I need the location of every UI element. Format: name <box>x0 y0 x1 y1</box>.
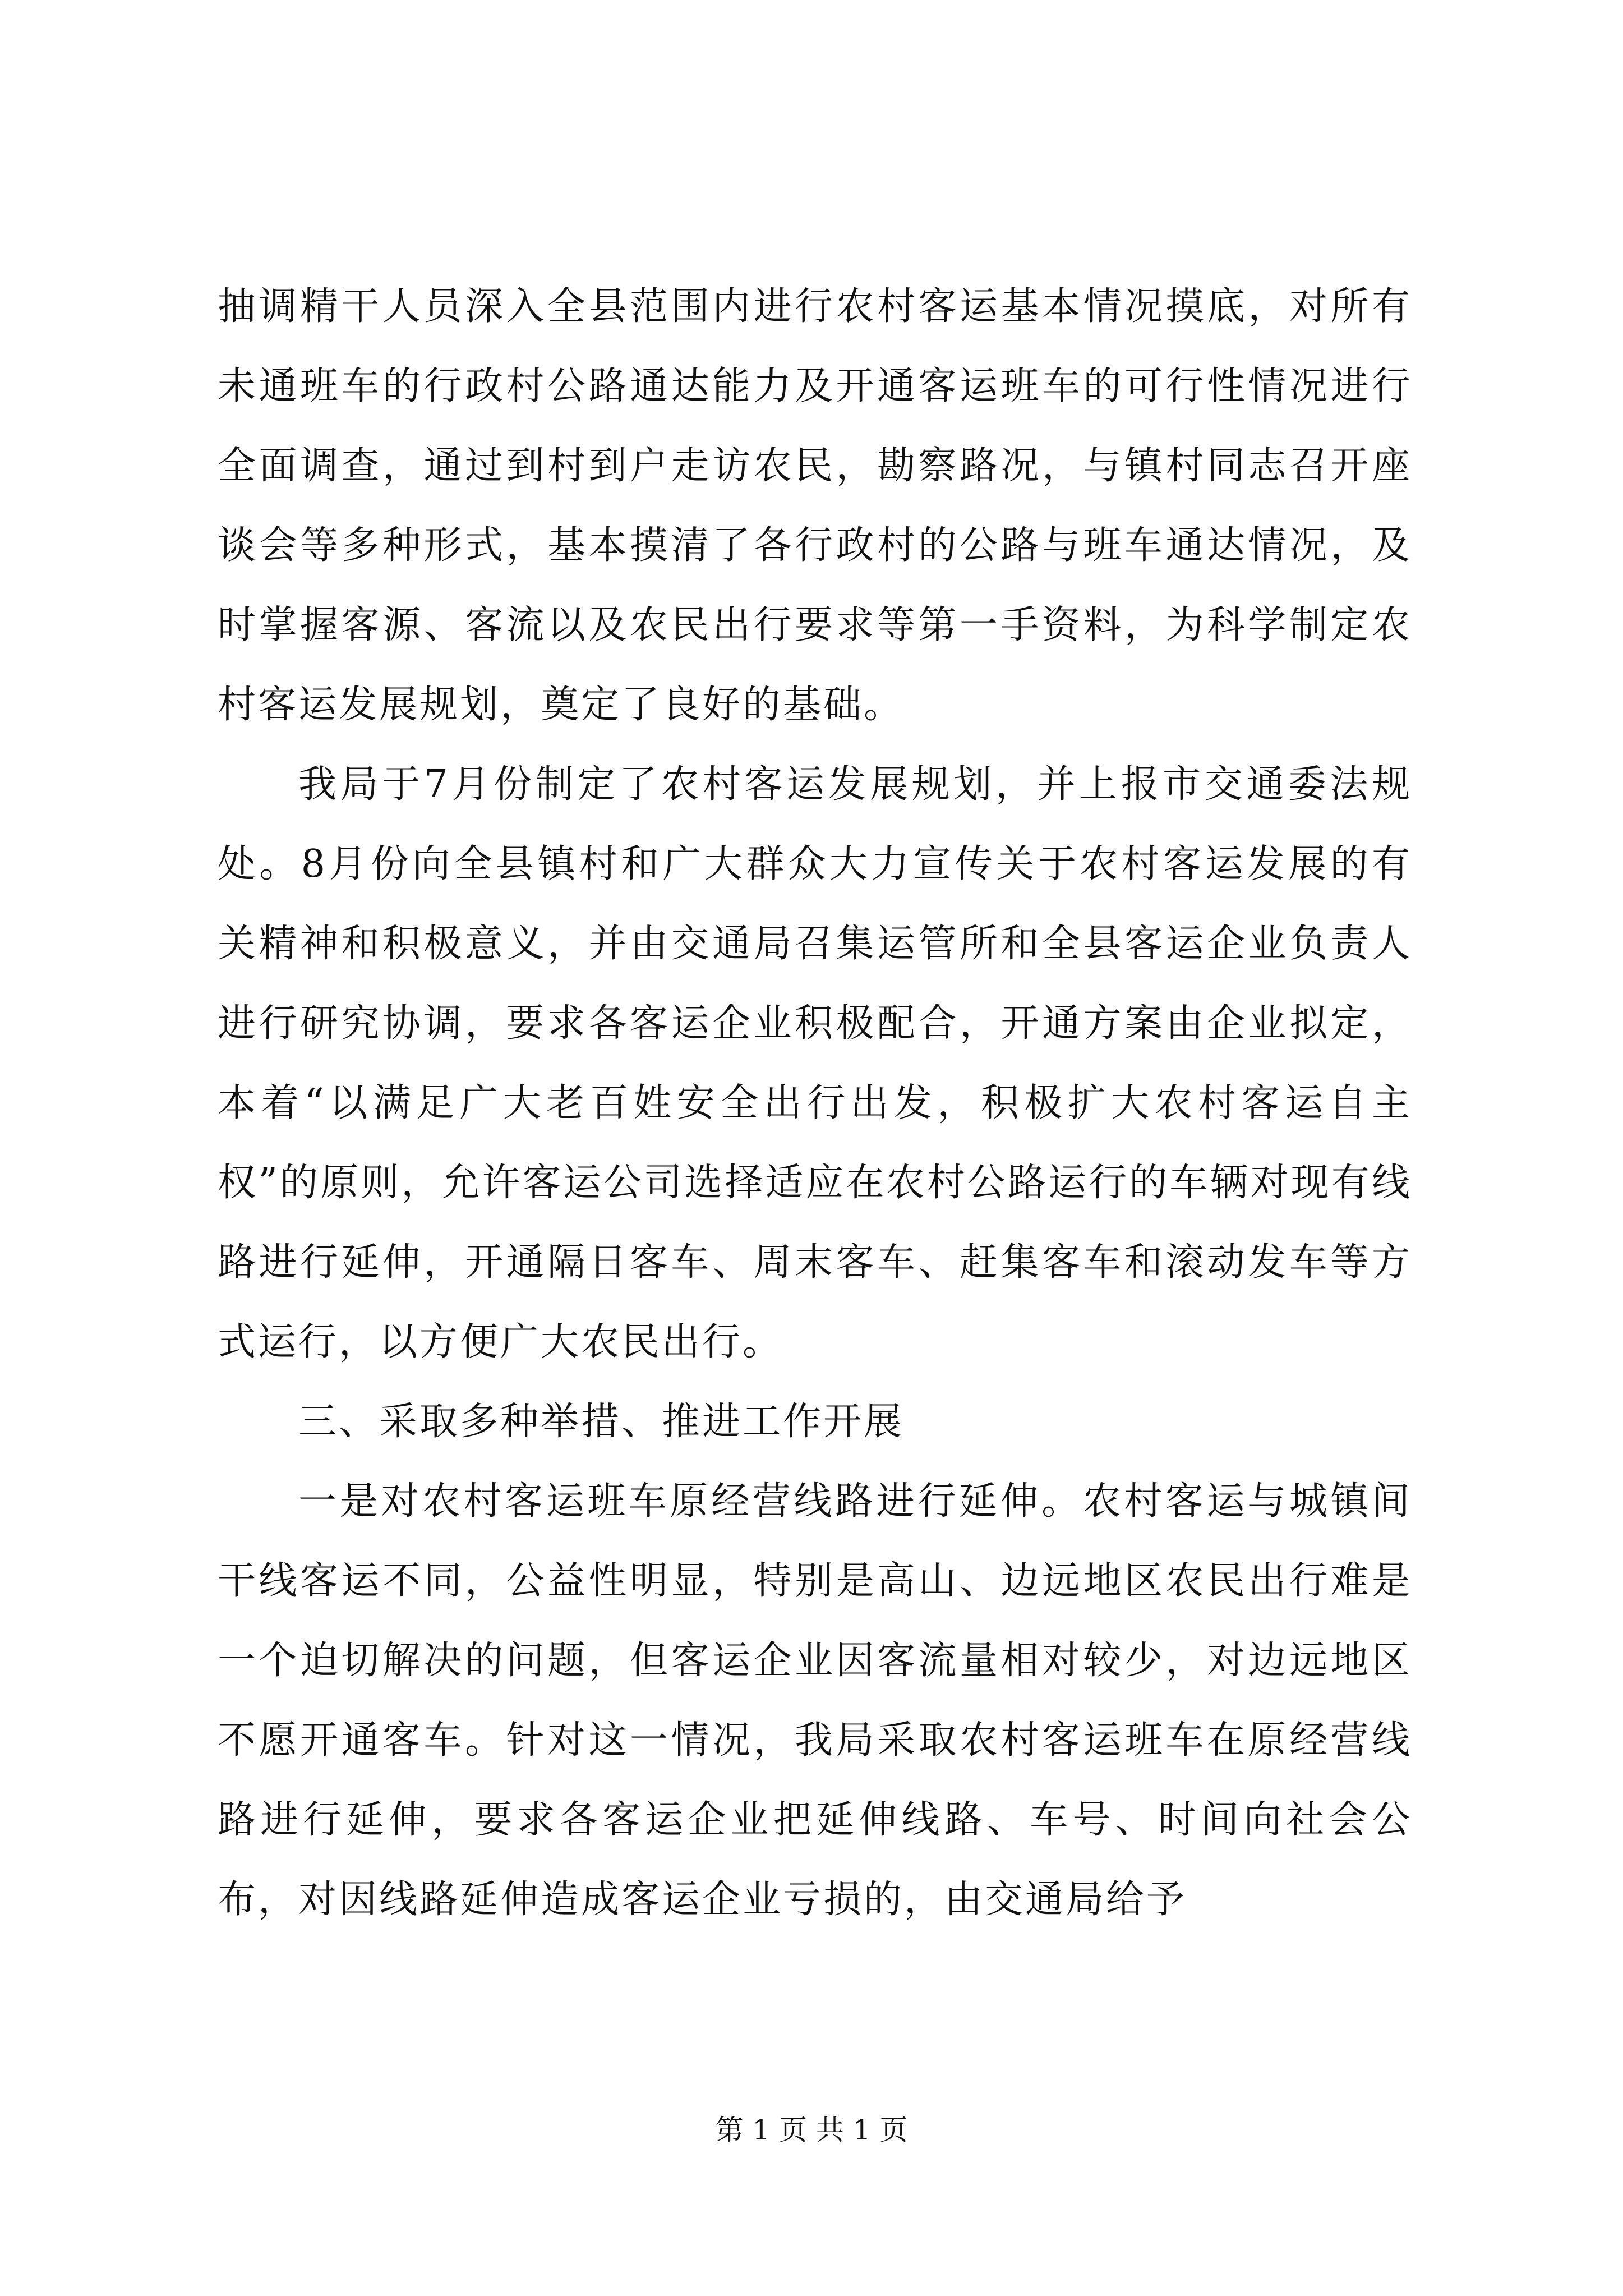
paragraph-1: 抽调精干人员深入全县范围内进行农村客运基本情况摸底，对所有未通班车的行政村公路通达能力及开通客运班车的可行性情况进行全面调查，通过到村到户走访农民，勘察路况，与镇村同志召开座谈会等多种形式，基本摸清了各行政村的公路与班车通达情况，及时掌握客源、客流以及农民出行要求等第一手资料，为科学制定农村客运发展规划，奠定了良好的基础。 <box>218 284 1412 727</box>
document-body <box>218 267 1412 1940</box>
paragraph-2: 我局于7月份制定了农村客运发展规划，并上报市交通委法规处。8月份向全县镇村和广大群众大力宣传关于农村客运发展的有关精神和积极意义，并由交通局召集运管所和全县客运企业负责人进行研究协调，要求各客运企业积极配合，开通方案由企业拟定，本着“以满足广大老百姓安全出行出发，积极扩大农村客运自主权”的原则，允许客运公司选择适应在农村公路运行的车辆对现有线路进行延伸，开通隔日客车、周末客车、赶集客车和滚动发车等方式运行，以方便广大农民出行。 <box>218 762 1412 1364</box>
page-footer: 第 1 页 共 1 页 <box>715 2114 908 2146</box>
section-heading: 三、采取多种举措、推进工作开展 <box>298 1400 905 1444</box>
paragraph-3: 一是对农村客运班车原经营线路进行延伸。农村客运与城镇间干线客运不同，公益性明显，特别是高山、边远地区农民出行难是一个迫切解决的问题，但客运企业因客流量相对较少，对边远地区不愿开通客车。针对这一情况，我局采取农村客运班车在原经营线路进行延伸，要求各客运企业把延伸线路、车号、时间向社会公布，对因线路延伸造成客运企业亏损的，由交通局给予 <box>218 1479 1412 1922</box>
